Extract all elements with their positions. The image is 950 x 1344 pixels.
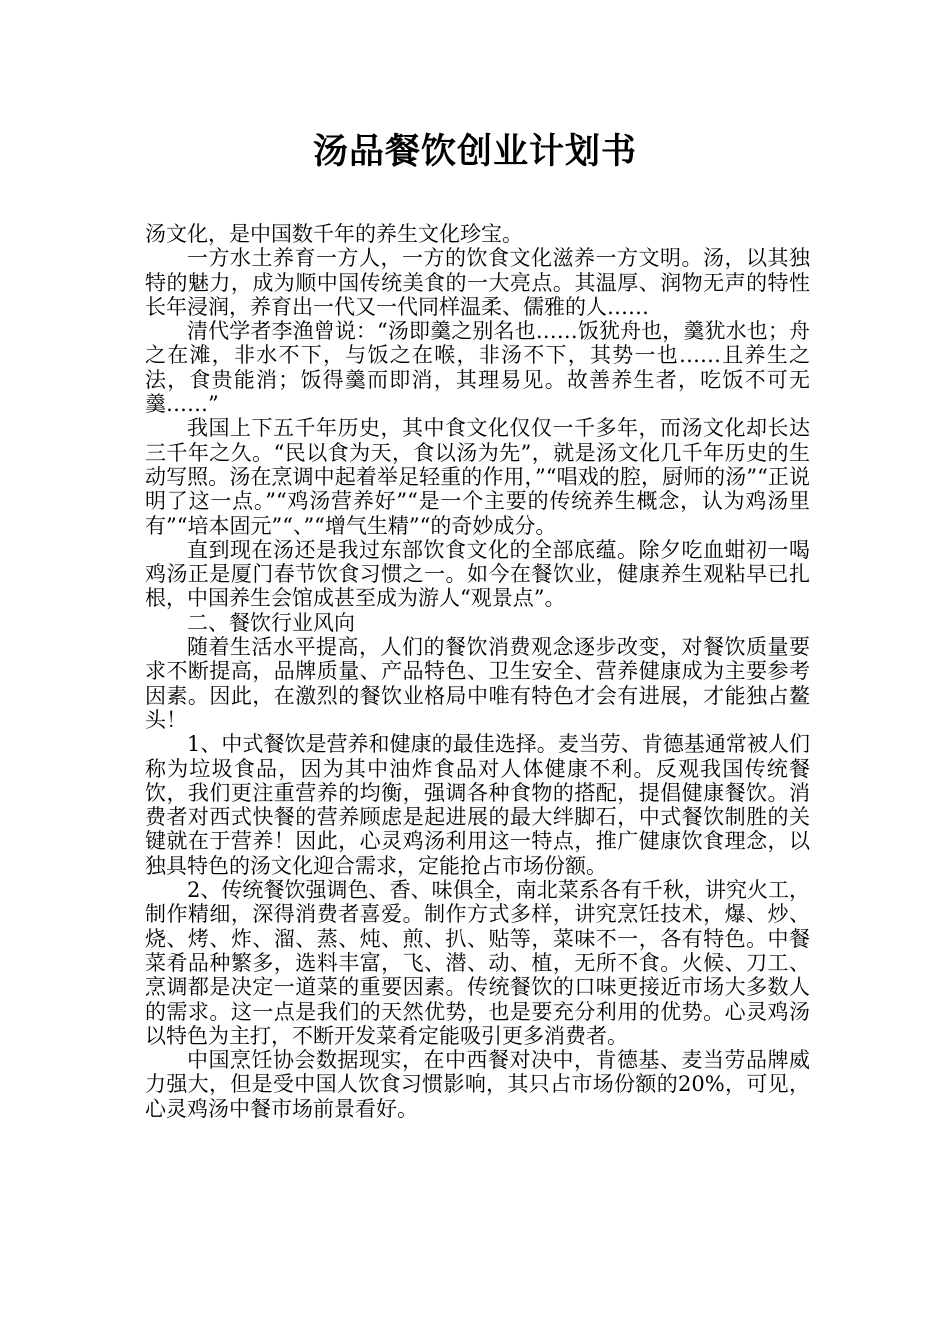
section-heading-industry-trends: 二、餐饮行业风向 <box>187 610 355 635</box>
paragraph-modern-customs: 直到现在汤还是我过东部饮食文化的全部底蕴。除夕吃血蚶初一喝鸡汤正是厦门春节饮食习惯之一。如今在餐饮业，健康养生观粘早已扎根，中国养生会馆成甚至成为游人“观景点”。 <box>145 537 810 611</box>
paragraph-point-1-nutrition: 1、中式餐饮是营养和健康的最佳选择。麦当劳、肯德基通常被人们称为垃圾食品，因为其中油炸食品对人体健康不利。反观我国传统餐饮，我们更注重营养的均衡，强调各种食物的搭配，提倡健康餐饮。消费者对西式快餐的营养顾虑是起进展的最大绊脚石，中式餐饮制胜的关键就在于营养！因此，心灵鸡汤利用这一特点，推广健康饮食理念，以独具特色的汤文化迎合需求，定能抢占市场份额。 <box>145 732 810 878</box>
paragraph-consumption-trends: 随着生活水平提高，人们的餐饮消费观念逐步改变，对餐饮质量要求不断提高，品牌质量、产品特色、卫生安全、营养健康成为主要参考因素。因此，在激烈的餐饮业格局中唯有特色才会有进展，才能独占鳌头！ <box>145 635 810 732</box>
paragraph-regional-culture: 一方水土养育一方人，一方的饮食文化滋养一方文明。汤，以其独特的魅力，成为顺中国传统美食的一大亮点。其温厚、润物无声的特性长年浸润，养育出一代又一代同样温柔、儒雅的人…… <box>145 246 810 319</box>
document-body <box>145 222 810 1121</box>
paragraph-soup-culture-intro: 汤文化，是中国数千年的养生文化珍宝。 <box>145 222 523 246</box>
paragraph-market-data: 中国烹饪协会数据现实，在中西餐对决中，肯德基、麦当劳品牌威力强大，但是受中国人饮食习惯影响，其只占市场份额的20%，可见，心灵鸡汤中餐市场前景看好。 <box>145 1048 810 1121</box>
document-title: 汤品餐饮创业计划书 <box>312 132 637 172</box>
paragraph-li-yu-quote: 清代学者李渔曾说：“汤即羹之别名也……饭犹舟也，羹犹水也；舟之在滩，非水不下，与饭之在喉，非汤不下，其势一也……且养生之法，食贵能消；饭得羹而即消，其理易见。故善养生者，吃饭不可无羹……” <box>145 319 810 417</box>
paragraph-point-2-tradition: 2、传统餐饮强调色、香、味俱全，南北菜系各有千秋，讲究火工，制作精细，深得消费者喜爱。制作方式多样，讲究烹饪技术，爆、炒、烧、烤、炸、溜、蒸、炖、煎、扒、贴等，菜味不一，各有特色。中餐菜肴品种繁多，选料丰富，飞、潜、动、植，无所不食。火候、刀工、烹调都是决定一道菜的重要因素。传统餐饮的口味更接近市场大多数人的需求。这一点是我们的天然优势，也是要充分利用的优势。心灵鸡汤以特色为主打，不断开发菜肴定能吸引更多消费者。 <box>145 878 810 1048</box>
paragraph-history: 我国上下五千年历史，其中食文化仅仅一千多年，而汤文化却长达三千年之久。“民以食为天，食以汤为先”，就是汤文化几千年历史的生动写照。汤在烹调中起着举足轻重的作用，”“唱戏的腔，厨师的汤”“正说明了这一点。”“鸡汤营养好”“是一个主要的传统养生概念，认为鸡汤里有”“培本固元”“、”“增气生精”“的奇妙成分。 <box>145 416 810 538</box>
